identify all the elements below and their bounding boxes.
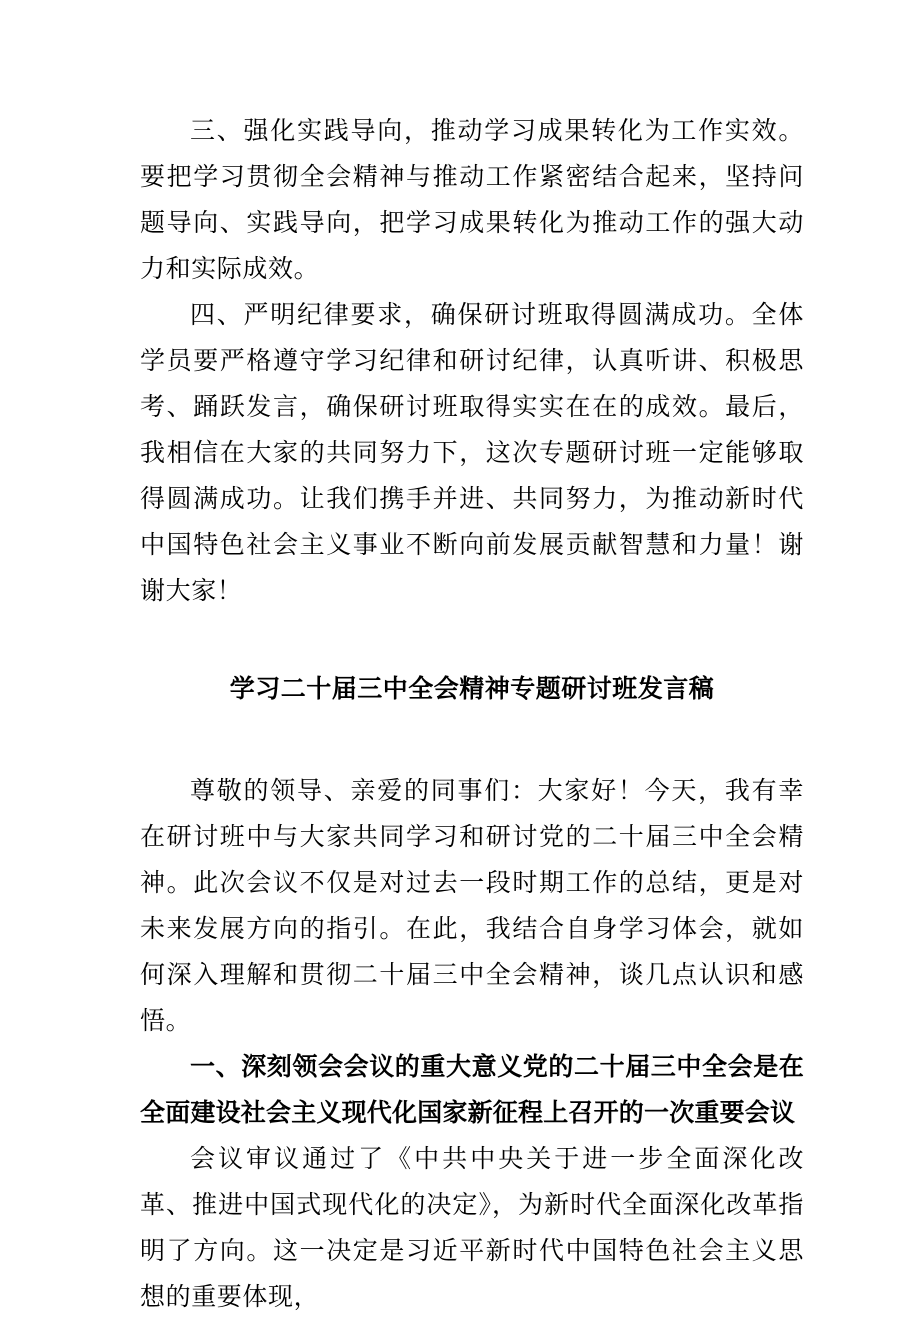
paragraph-greeting: 尊敬的领导、亲爱的同事们：大家好！今天，我有幸在研讨班中与大家共同学习和研讨党的二十届三中全会精神。此次会议不仅是对过去一段时期工作的总结，更是对未来发展方向的指引。在此，我结合自身学习体会，就如何深入理解和贯彻二十届三中全会精神，谈几点认识和感悟。 [140, 776, 804, 1035]
paragraph-discipline-requirements: 四、严明纪律要求，确保研讨班取得圆满成功。全体学员要严格遵守学习纪律和研讨纪律，认真听讲、积极思考、踊跃发言，确保研讨班取得实实在在的成效。最后，我相信在大家的共同努力下，这次专题研讨班一定能够取得圆满成功。让我们携手并进、共同努力，为推动新时代中国特色社会主义事业不断向前发展贡献智慧和力量！谢谢大家！ [140, 300, 804, 605]
section-heading-1: 一、深刻领会会议的重大意义党的二十届三中全会是在全面建设社会主义现代化国家新征程上召开的一次重要会议 [140, 1052, 804, 1127]
paragraph-decision: 会议审议通过了《中共中央关于进一步全面深化改革、推进中国式现代化的决定》，为新时代全面深化改革指明了方向。这一决定是习近平新时代中国特色社会主义思想的重要体现， [140, 1144, 804, 1311]
document-title: 学习二十届三中全会精神专题研讨班发言稿 [229, 674, 715, 703]
title-spacer [140, 712, 804, 768]
document-page [140, 108, 804, 1320]
paragraph-practice-orientation: 三、强化实践导向，推动学习成果转化为工作实效。要把学习贯彻全会精神与推动工作紧密结合起来，坚持问题导向、实践导向，把学习成果转化为推动工作的强大动力和实际成效。 [140, 116, 804, 283]
